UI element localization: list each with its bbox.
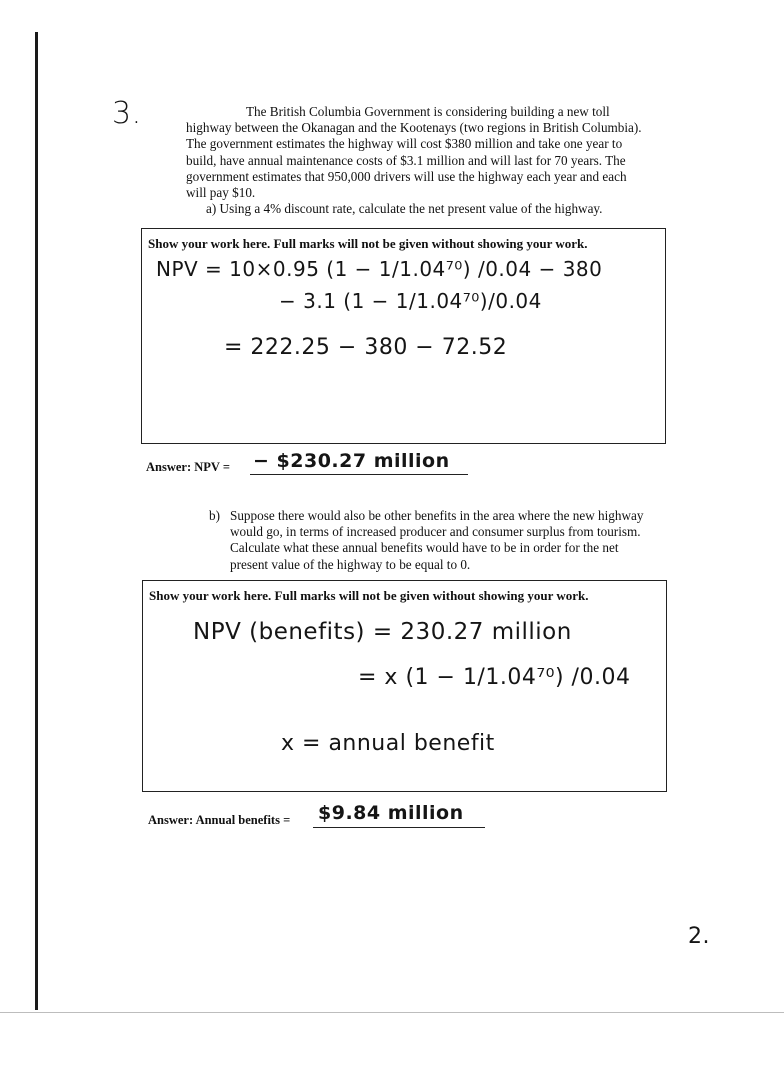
question-number: 3. [112,96,142,131]
part-b-answer-value: $9.84 million [318,802,464,824]
part-b-work-line-1: NPV (benefits) = 230.27 million [193,619,572,645]
part-a-work-line-2: − 3.1 (1 − 1/1.04⁷⁰)/0.04 [279,289,542,313]
part-a-work-line-1: NPV = 10×0.95 (1 − 1/1.04⁷⁰) /0.04 − 380 [156,257,603,281]
part-a-work-line-3: = 222.25 − 380 − 72.52 [224,335,508,360]
part-b-text: Suppose there would also be other benefits in the area where the new highway would go, in terms of increased producer and consumer surplus from tourism. Calculate what these annual benefits would have to be in order for the net present value of the highway to be equal to 0. [230,508,644,572]
part-b-box-header: Show your work here. Full marks will not be given without showing your work. [149,588,589,603]
part-b-label: b) [209,508,220,523]
part-b-prompt [209,508,649,573]
part-a-answer-underline [250,474,468,475]
page-number: 2. [688,924,710,949]
part-b-work-line-3: x = annual benefit [281,731,495,756]
part-b-answer-underline [313,827,485,828]
problem-statement: The British Columbia Government is considering building a new toll highway between the Okanagan and the Kootenays (two regions in British Columbia). The government estimates the highway will cost $380 million and take one year to build, have annual maintenance costs of $3.1 million and will last for 70 years. The government estimates that 950,000 drivers will use the highway each year and each will pay $10. [186,104,642,201]
part-a-answer-label: Answer: NPV = [146,460,230,474]
binding-margin-line [35,32,38,1010]
part-a-box-header: Show your work here. Full marks will not be given without showing your work. [148,236,588,251]
page-bottom-edge [0,1012,784,1013]
part-b-work-box [142,580,667,792]
part-a-work-box [141,228,666,444]
part-b-answer-label: Answer: Annual benefits = [148,813,291,827]
part-a-prompt: a) Using a 4% discount rate, calculate the net present value of the highway. [206,201,603,216]
part-a-answer-value: − $230.27 million [253,450,450,472]
part-b-work-line-2: = x (1 − 1/1.04⁷⁰) /0.04 [358,665,631,690]
